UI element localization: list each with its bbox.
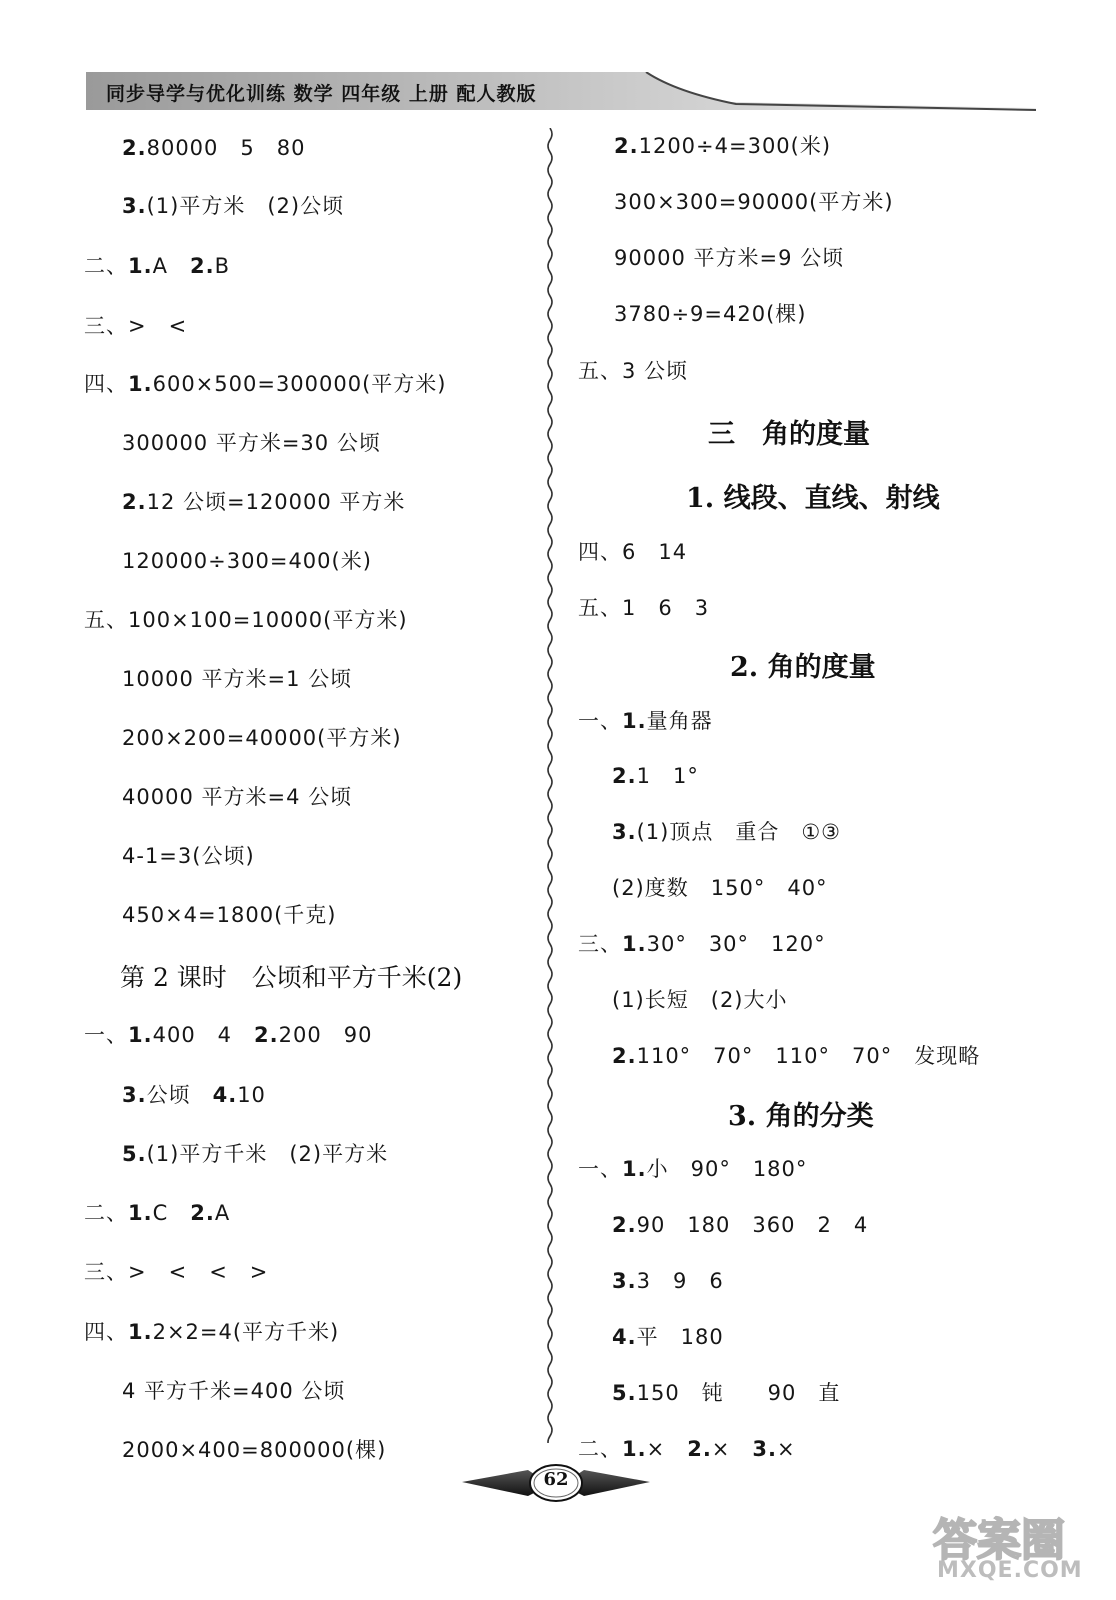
answer-line: 5.(1)平方千米 (2)平方米 [122,1142,389,1166]
answer-line: 五、1 6 3 [578,596,710,620]
answer-line: 2000×400=800000(棵) [122,1438,387,1462]
answer-line: 450×4=1800(千克) [122,903,337,927]
answer-line: 3.(1)顶点 重合 ①③ [612,820,841,844]
answer-line: 2.1 1° [612,764,699,788]
section-title: 2. 角的度量 [730,652,876,683]
page-number-badge [458,1460,654,1506]
answer-line: 4.平 180 [612,1325,724,1349]
answer-line: 2.1200÷4=300(米) [614,134,832,158]
answer-line: 2.80000 5 80 [122,136,306,160]
answer-line: 2.90 180 360 2 4 [612,1213,869,1237]
unit-title: 三 角的度量 [708,419,870,450]
answer-line: 四、6 14 [578,540,688,564]
watermark-logo: 答案圈 [933,1515,1065,1566]
watermark-site: MXQE.COM [937,1558,1083,1583]
answer-line: 2.12 公顷=120000 平方米 [122,490,406,514]
answer-line: 一、1.小 90° 180° [578,1157,808,1181]
answer-line: 3.公顷 4.10 [122,1083,266,1107]
answer-line: (2)度数 150° 40° [612,876,828,900]
answer-line: 2.110° 70° 110° 70° 发现略 [612,1044,981,1068]
answer-line: 三、1.30° 30° 120° [578,932,826,956]
answer-line: 3780÷9=420(棵) [614,302,807,326]
section-title: 1. 线段、直线、射线 [686,483,940,514]
header-title: 同步导学与优化训练 数学 四年级 上册 配人教版 [106,83,537,105]
answer-line: 五、100×100=10000(平方米) [84,608,408,632]
answer-line: 4 平方千米=400 公顷 [122,1379,346,1403]
answer-line: 二、1.A 2.B [84,254,230,278]
answer-line: (1)长短 (2)大小 [612,988,788,1012]
answer-line: 4-1=3(公顷) [122,844,255,868]
answer-line: 一、1.400 4 2.200 90 [84,1023,373,1047]
page-header [86,72,1036,114]
page-number: 62 [543,1469,569,1490]
answer-line: 四、1.2×2=4(平方千米) [84,1320,340,1344]
lesson-title: 第 2 课时 公顷和平方千米(2) [120,963,463,992]
answer-line: 五、3 公顷 [578,359,689,383]
answer-line: 200×200=40000(平方米) [122,726,402,750]
answer-line: 四、1.600×500=300000(平方米) [84,372,447,396]
answer-line: 三、> < < > [84,1260,269,1284]
answer-line: 10000 平方米=1 公顷 [122,667,353,691]
watermark [925,1500,1105,1590]
section-title: 3. 角的分类 [728,1101,874,1132]
answer-line: 300000 平方米=30 公顷 [122,431,381,455]
answer-line: 40000 平方米=4 公顷 [122,785,353,809]
answer-line: 3.3 9 6 [612,1269,724,1293]
answer-line: 5.150 钝 90 直 [612,1381,841,1405]
column-divider [540,128,560,1443]
answer-line: 二、1.C 2.A [84,1201,231,1225]
answer-line: 120000÷300=400(米) [122,549,372,573]
answer-line: 300×300=90000(平方米) [614,190,894,214]
answer-line: 90000 平方米=9 公顷 [614,246,845,270]
answer-line: 二、1.× 2.× 3.× [578,1437,796,1461]
answer-line: 3.(1)平方米 (2)公顷 [122,194,345,218]
answer-line: 三、> < [84,314,188,338]
answer-line: 一、1.量角器 [578,709,713,733]
